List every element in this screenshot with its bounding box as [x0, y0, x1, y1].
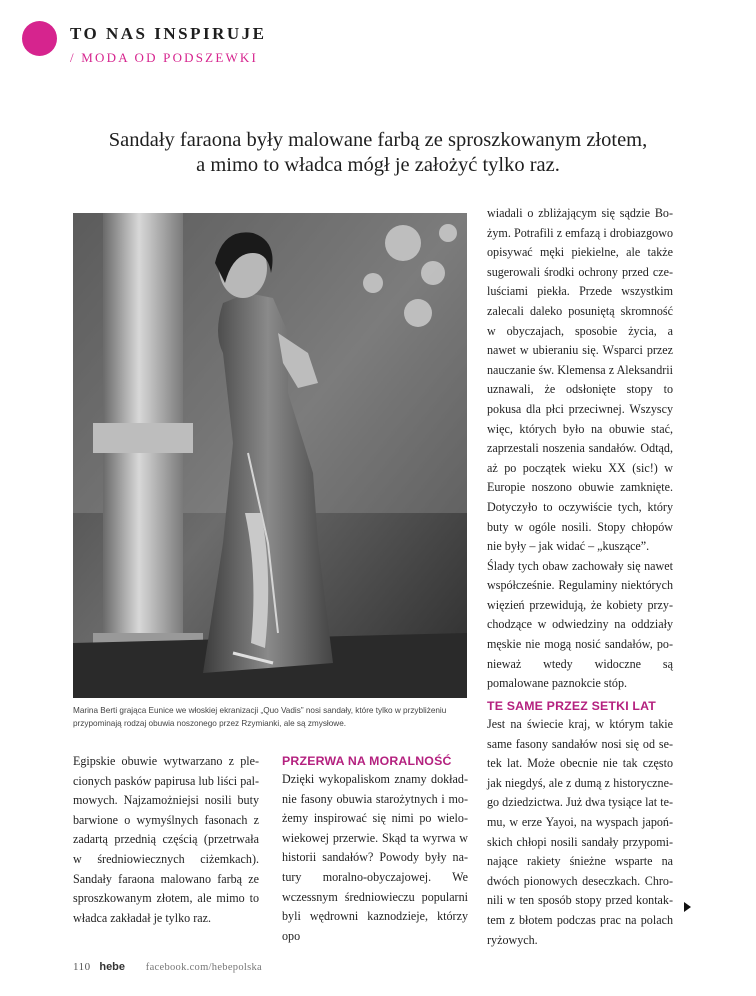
- section-marker-dot: [22, 21, 57, 56]
- article-paragraph: wiadali o zbliżającym się sądzie Bożym. Potrafili z emfazą i drobiazgowo opisywać męki piekielne, ale także sugerowali środki ochrony przed czeluściami piekła. Przede wszystkim zalecali daleko posuniętą skromność w obyczajach, sposobie życia, a nawet w ubieraniu się. Wsparci przez nauczanie św. Klemensa z Aleksandrii uznawali, że odsłonięte stopy to pokusa dla płci przeciwnej. Wszyscy więc, których było na obuwie stać, zaprzestali noszenia sandałów. Odtąd, aż po początek wieku XX (sic!) w Europie noszono obuwie zamknięte. Dotyczyło to oczywiście tych, który buty w ogóle nosili. Stopy chłopów nie były – jak widać – „kuszące”.: [487, 206, 673, 554]
- pull-quote-line-1: Sandały faraona były malowane farbą ze sproszkowanym złotem,: [108, 129, 648, 151]
- subheading-przerwa: PRZERWA NA MORALNOŚĆ: [282, 754, 452, 768]
- article-column-2: [282, 752, 468, 946]
- article-paragraph: Dzięki wykopaliskom znamy dokładnie fasony obuwia starożytnych i możemy inspirować się nimi po wielowiekowej przerwie. Skąd ta wyrwa w historii sandałów? Powody były natury moralno-obyczajowej. We wczessnym średniowieczu popularni byli wędrowni kaznodzieje, którzy opo: [282, 772, 468, 943]
- article-paragraph: Ślady tych obaw zachowały się nawet współcześnie. Regulaminy niektórych więzień przewidują, że kobiety przychodzące w odwiedziny na oddziały męskie nie mogą nosić sandałów, ponieważ wtedy widoczne są pomalowane paznokcie stóp.: [487, 558, 673, 691]
- article-column-3: [487, 204, 673, 694]
- page-number: 110: [73, 961, 91, 973]
- photo-caption: Marina Berti grająca Eunice we włoskiej ekranizacji „Quo Vadis” nosi sandały, które tylko w przybliżeniu przypominają rodzaj obuwia noszonego przez Rzymianki, ale są zmysłowe.: [73, 706, 447, 728]
- article-paragraph: Egipskie obuwie wytwarzano z plecionych pasków papirusa lub liści palmowych. Najzamożniejsi nosili buty barwione o wymyślnych fasonach z zadartą przednią częścią (przetrwała w średniowiecznych ciżemkach). Sandały faraona malowano farbą ze sproszkowanym złotem, ale mimo to władca zakładał je tylko raz.: [73, 754, 259, 925]
- photo-woman-in-robe-icon: [73, 213, 467, 698]
- subheading-te-same: TE SAME PRZEZ SETKI LAT: [487, 699, 657, 713]
- pull-quote: [40, 128, 716, 178]
- brand-logo: hebe: [99, 961, 126, 973]
- article-photo: [73, 213, 467, 698]
- article-paragraph: Jest na świecie kraj, w którym takie same fasony sandałów nosi się od setek lat. Może obecnie nie tak często jak niegdyś, ale z dumą z historycznego dziedzictwa. Już dwa tysiące lat temu, w erze Yayoi, na wyspach japońskich chłopi nosili sandały przypominające rakiety śnieżne wsparte na dwóch pionowych deseczkach. Chronili w ten sposób stopy przed kontaktem z błotem podczas prac na polach ryżowych.: [487, 717, 673, 947]
- article-column-4: [487, 697, 673, 950]
- section-title: TO NAS INSPIRUJE: [70, 24, 267, 43]
- page-footer: [73, 961, 262, 973]
- pull-quote-line-2: a mimo to władca mógł je założyć tylko raz.: [196, 154, 560, 176]
- section-subtitle: / MODA OD PODSZEWKI: [70, 50, 259, 65]
- continue-arrow-icon: [684, 902, 691, 912]
- footer-url[interactable]: facebook.com/hebepolska: [145, 962, 263, 973]
- article-column-1: [73, 752, 259, 928]
